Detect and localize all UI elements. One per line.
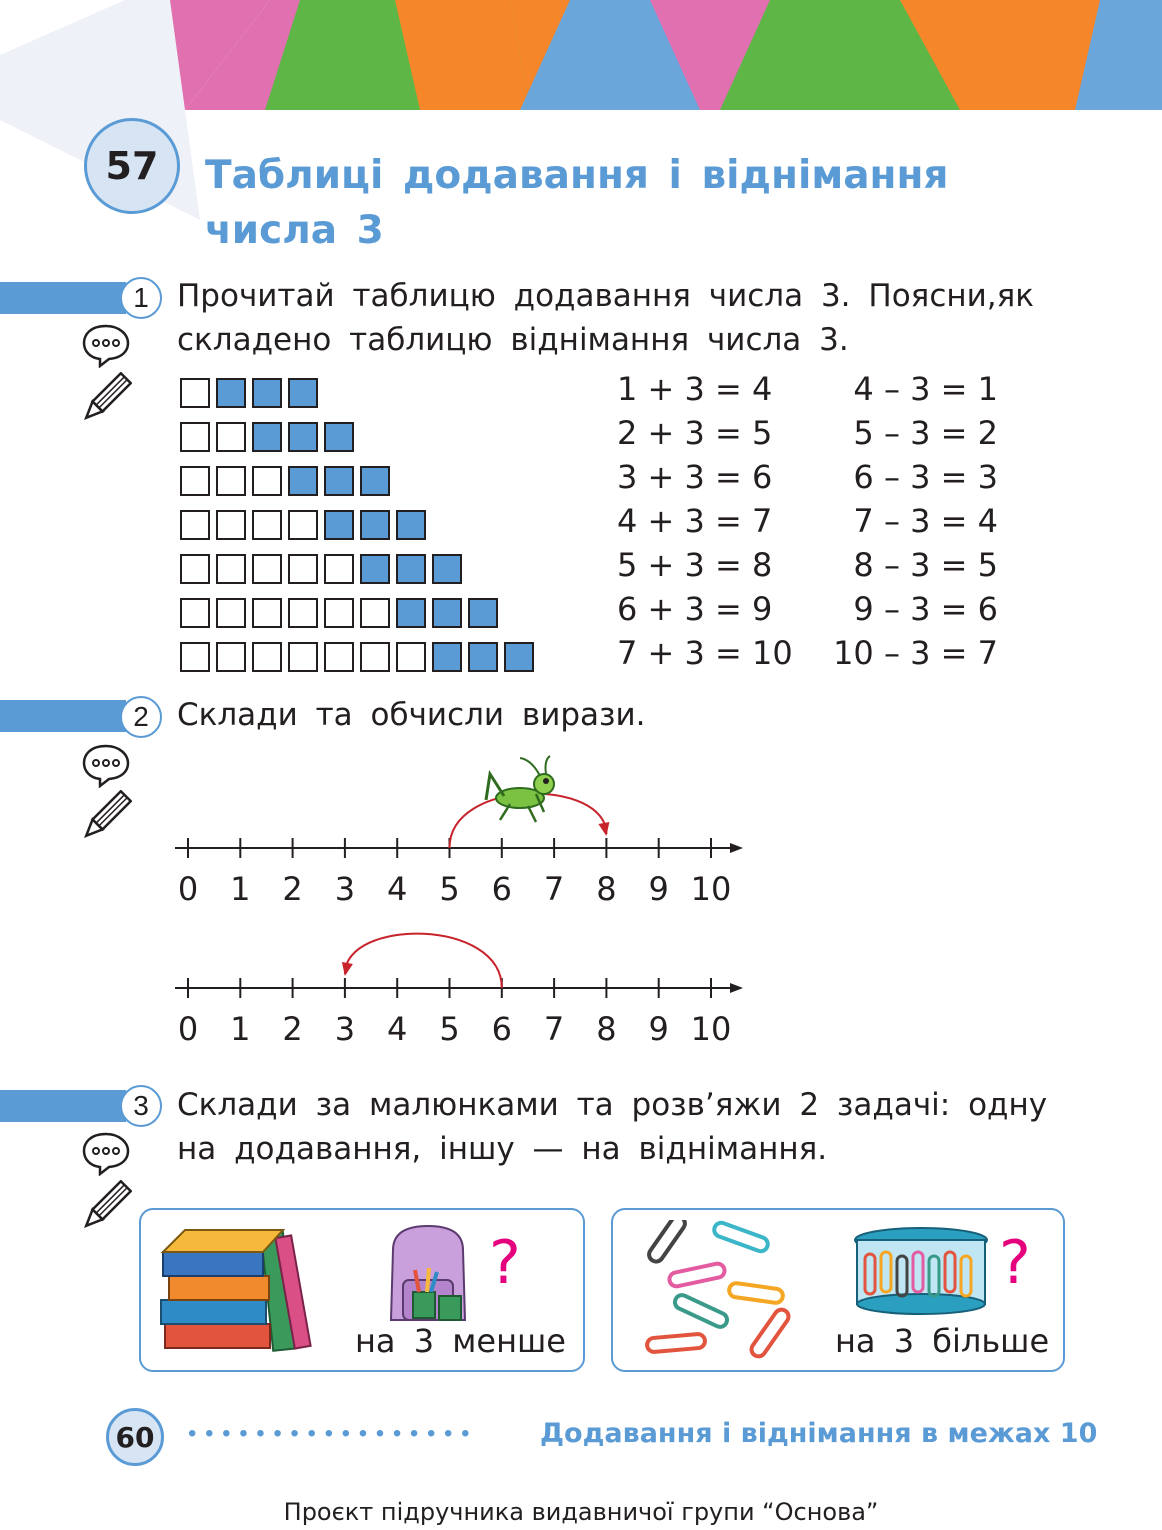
addition-equation: 2 + 3 = 5 xyxy=(617,414,773,452)
footer-dots: • • • • • • • • • • • • • • • • • xyxy=(188,1420,471,1447)
white-square xyxy=(288,510,318,540)
blue-square xyxy=(324,466,354,496)
blue-square xyxy=(396,598,426,628)
white-square xyxy=(216,554,246,584)
blue-square xyxy=(396,554,426,584)
task3-text-line2: на додавання, іншу — на віднімання. xyxy=(177,1131,828,1167)
picture-box-books xyxy=(139,1208,585,1372)
addition-equation: 6 + 3 = 9 xyxy=(617,590,773,628)
tick-label: 0 xyxy=(177,1010,199,1048)
lesson-title-line1: Таблиці додавання і віднімання xyxy=(205,153,949,198)
blue-square xyxy=(252,422,282,452)
lesson-number-badge: 57 xyxy=(84,118,180,214)
tick-label: 2 xyxy=(282,870,303,908)
blue-square xyxy=(216,378,246,408)
tick-label: 6 xyxy=(491,1010,512,1048)
white-square xyxy=(396,642,426,672)
addition-equation: 4 + 3 = 7 xyxy=(617,502,773,540)
square-row xyxy=(180,598,498,628)
subtraction-equation: 8 – 3 = 5 xyxy=(853,546,998,584)
addition-equation: 3 + 3 = 6 xyxy=(617,458,773,496)
square-row xyxy=(180,510,426,540)
white-square xyxy=(216,422,246,452)
task1-text xyxy=(177,274,1077,362)
page-number: 60 xyxy=(106,1408,164,1466)
grasshopper-illustration xyxy=(480,754,560,826)
square-row xyxy=(180,466,390,496)
paperclips-illustration xyxy=(633,1220,803,1360)
arc-arrow-head xyxy=(598,822,609,836)
tick-label: 5 xyxy=(439,1010,460,1048)
backpack-illustration xyxy=(373,1220,483,1330)
white-square xyxy=(360,642,390,672)
blue-square xyxy=(396,510,426,540)
white-square xyxy=(252,598,282,628)
subtraction-equation: 10 – 3 = 7 xyxy=(833,634,998,672)
jump-arc xyxy=(345,934,502,988)
square-row xyxy=(180,422,354,452)
arc-arrow-head xyxy=(342,962,353,976)
task3-text-line1: Склади за малюнками та розв’яжи 2 задачі: одну xyxy=(177,1087,1048,1123)
number-lines xyxy=(170,770,760,1060)
blue-square xyxy=(288,378,318,408)
task3-bar xyxy=(0,1090,126,1122)
white-square xyxy=(180,554,210,584)
tick-label: 0 xyxy=(177,870,199,908)
white-square xyxy=(288,642,318,672)
box2-caption: на 3 більше xyxy=(835,1322,1050,1360)
blue-square xyxy=(432,554,462,584)
white-square xyxy=(288,598,318,628)
question-mark: ? xyxy=(489,1228,521,1298)
picture-box-paperclips xyxy=(611,1208,1065,1372)
task1-text-line2: складено таблицю віднімання числа 3. xyxy=(177,322,849,358)
blue-square xyxy=(360,554,390,584)
task3-number: 3 xyxy=(120,1085,162,1127)
subtraction-equation: 4 – 3 = 1 xyxy=(853,370,998,408)
tick-label: 6 xyxy=(491,870,512,908)
question-mark: ? xyxy=(999,1228,1031,1298)
addition-equation: 7 + 3 = 10 xyxy=(617,634,793,672)
blue-square xyxy=(324,422,354,452)
pencil-icon xyxy=(80,372,132,424)
tick-label: 1 xyxy=(230,1010,251,1048)
pencil-icon xyxy=(80,1180,132,1232)
subtraction-equation: 6 – 3 = 3 xyxy=(853,458,998,496)
speech-bubble-icon xyxy=(80,322,132,368)
white-square xyxy=(216,642,246,672)
subtraction-equation: 7 – 3 = 4 xyxy=(853,502,998,540)
square-row xyxy=(180,378,318,408)
tick-label: 2 xyxy=(282,1010,303,1048)
white-square xyxy=(180,642,210,672)
tick-label: 9 xyxy=(648,870,669,908)
white-square xyxy=(180,378,210,408)
lesson-title xyxy=(205,148,965,258)
speech-bubble-icon xyxy=(80,1130,132,1176)
addition-equation: 1 + 3 = 4 xyxy=(617,370,773,408)
blue-square xyxy=(252,378,282,408)
tick-label: 8 xyxy=(596,870,617,908)
blue-square xyxy=(432,642,462,672)
tick-label: 3 xyxy=(334,1010,356,1048)
white-square xyxy=(216,598,246,628)
blue-square xyxy=(360,510,390,540)
tick-label: 3 xyxy=(334,870,356,908)
arrow-head xyxy=(730,843,743,853)
footer-section-title: Додавання і віднімання в межах 10 xyxy=(540,1418,1098,1449)
books-illustration xyxy=(155,1224,315,1359)
box1-caption: на 3 менше xyxy=(355,1322,566,1360)
publisher-credit: Проєкт підручника видавничої групи “Основа” xyxy=(283,1498,879,1526)
white-square xyxy=(216,510,246,540)
tick-label: 10 xyxy=(690,1010,732,1048)
task1-number: 1 xyxy=(120,277,162,319)
tick-label: 1 xyxy=(230,870,251,908)
white-square xyxy=(216,466,246,496)
square-row xyxy=(180,554,462,584)
blue-square xyxy=(468,598,498,628)
white-square xyxy=(252,466,282,496)
addition-equation: 5 + 3 = 8 xyxy=(617,546,773,584)
tick-label: 7 xyxy=(543,1010,565,1048)
square-row xyxy=(180,642,534,672)
task1-bar xyxy=(0,282,126,314)
tick-label: 9 xyxy=(648,1010,669,1048)
white-square xyxy=(180,466,210,496)
tick-label: 4 xyxy=(387,1010,408,1048)
task2-bar xyxy=(0,700,126,732)
pencil-icon xyxy=(80,790,132,842)
blue-square xyxy=(504,642,534,672)
subtraction-equation: 9 – 3 = 6 xyxy=(853,590,998,628)
white-square xyxy=(324,642,354,672)
blue-square xyxy=(288,466,318,496)
task1-text-line1: Прочитай таблицю додавання числа 3. Поясни,як xyxy=(177,278,1035,314)
white-square xyxy=(180,510,210,540)
white-square xyxy=(324,598,354,628)
white-square xyxy=(360,598,390,628)
white-square xyxy=(288,554,318,584)
arrow-head xyxy=(730,983,743,993)
tick-label: 8 xyxy=(596,1010,617,1048)
task3-text xyxy=(177,1083,1077,1171)
task2-number: 2 xyxy=(120,696,162,738)
white-square xyxy=(252,642,282,672)
tick-label: 5 xyxy=(439,870,460,908)
white-square xyxy=(324,554,354,584)
speech-bubble-icon xyxy=(80,742,132,788)
lesson-title-line2: числа 3 xyxy=(205,208,384,253)
white-square xyxy=(180,422,210,452)
tick-label: 7 xyxy=(543,870,565,908)
blue-square xyxy=(432,598,462,628)
blue-square xyxy=(360,466,390,496)
white-square xyxy=(252,554,282,584)
task2-text: Склади та обчисли вирази. xyxy=(177,697,646,733)
subtraction-equation: 5 – 3 = 2 xyxy=(853,414,998,452)
blue-square xyxy=(288,422,318,452)
paperclip-box-illustration xyxy=(851,1226,991,1316)
blue-square xyxy=(468,642,498,672)
tick-label: 4 xyxy=(387,870,408,908)
blue-square xyxy=(324,510,354,540)
white-square xyxy=(180,598,210,628)
white-square xyxy=(252,510,282,540)
tick-label: 10 xyxy=(690,870,732,908)
